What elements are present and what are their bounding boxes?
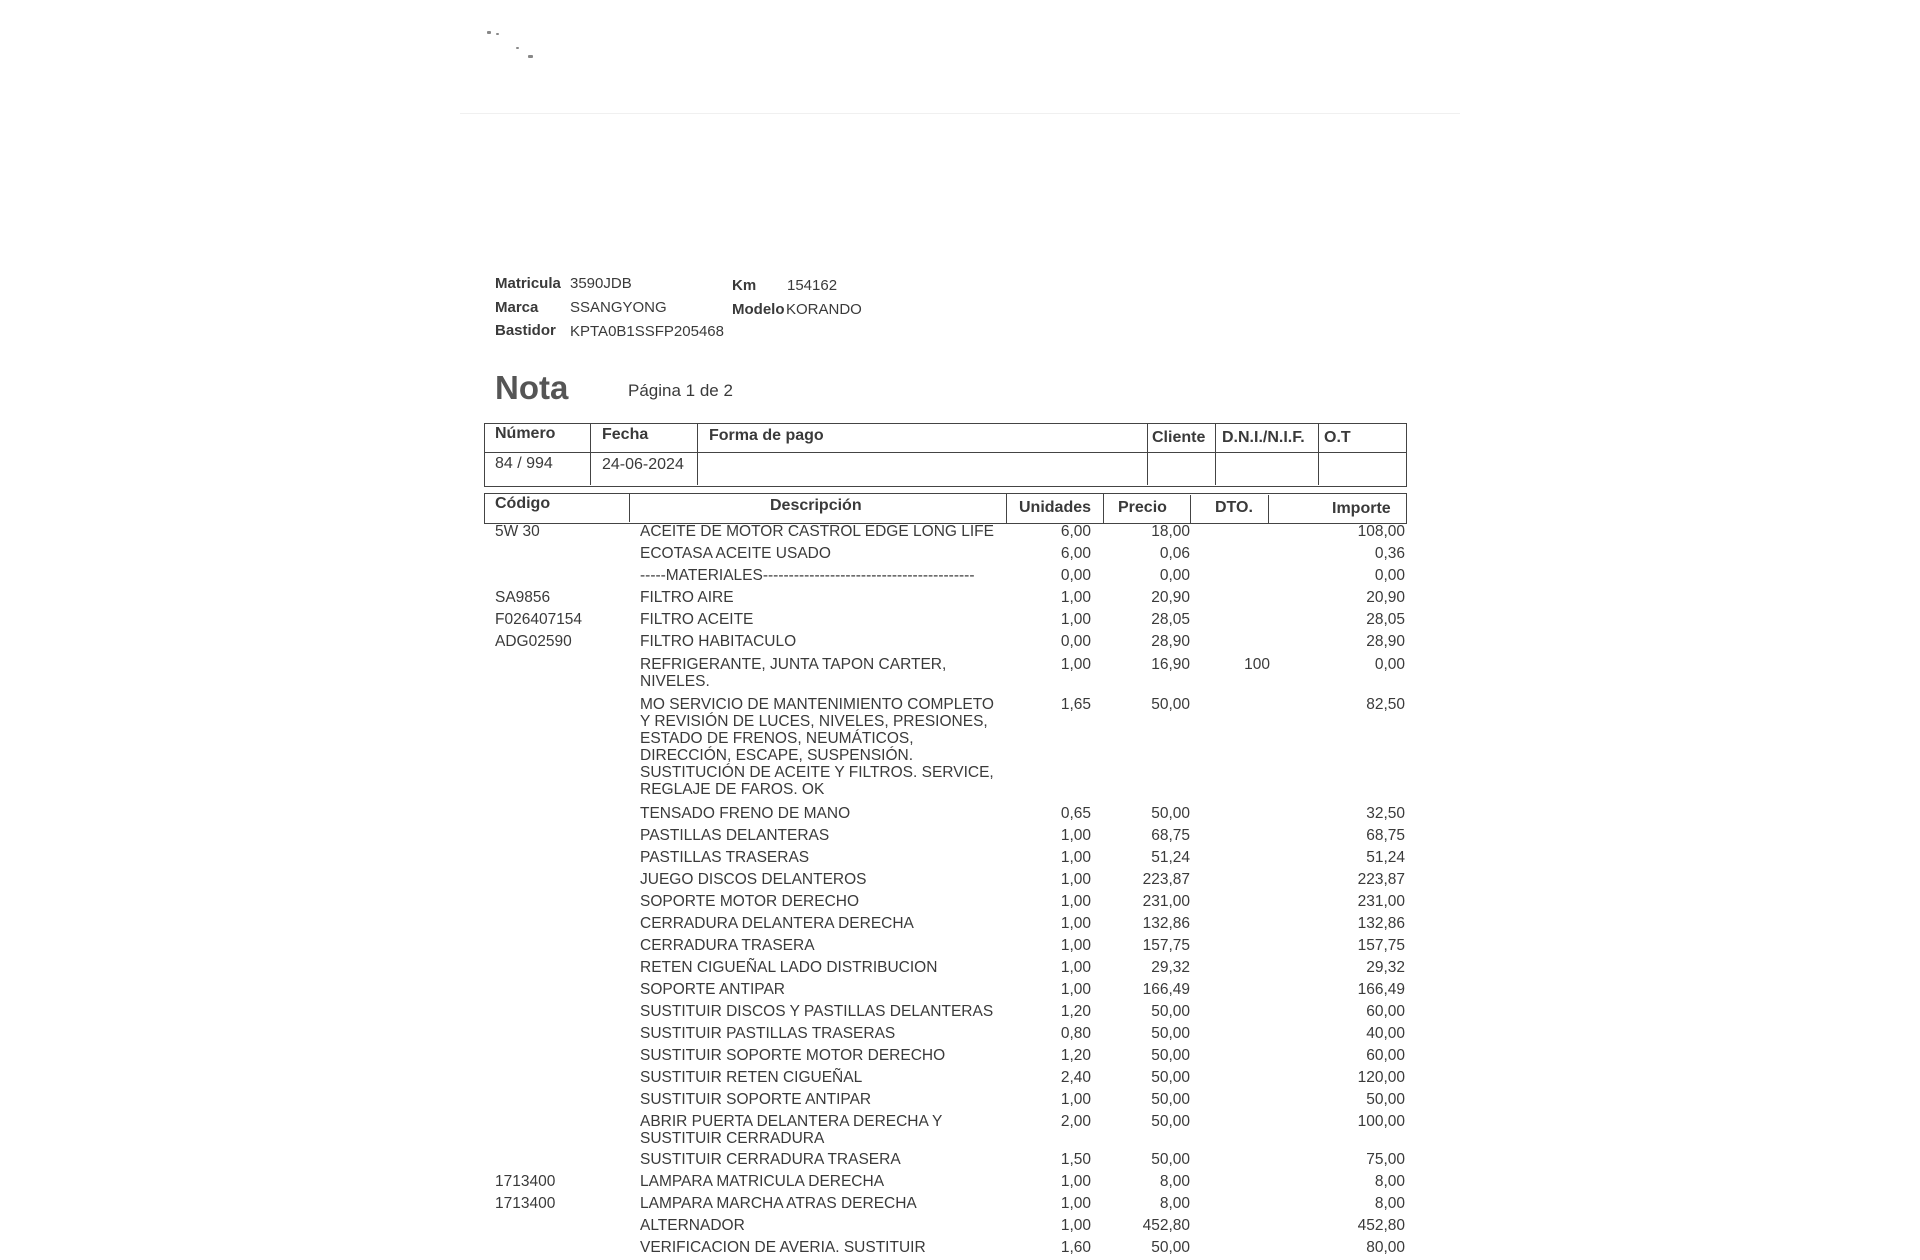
scan-speck [528, 55, 533, 58]
item-price: 8,00 [1159, 1173, 1190, 1190]
item-price: 166,49 [1142, 981, 1190, 998]
header-table-divider [484, 452, 1407, 453]
item-description: SUSTITUIR SOPORTE MOTOR DERECHO [640, 1047, 946, 1064]
item-units: 1,00 [1060, 893, 1091, 910]
item-units: 2,00 [1060, 1113, 1091, 1130]
matricula-value: 3590JDB [570, 275, 632, 292]
item-price: 50,00 [1151, 1003, 1190, 1020]
item-amount: 231,00 [1357, 893, 1405, 910]
item-price: 157,75 [1142, 937, 1190, 954]
item-units: 1,00 [1060, 981, 1091, 998]
item-price: 50,00 [1151, 1239, 1190, 1256]
km-value: 154162 [787, 277, 838, 294]
item-amount: 452,80 [1357, 1217, 1405, 1234]
item-amount: 32,50 [1366, 805, 1405, 822]
item-amount: 80,00 [1366, 1239, 1405, 1256]
item-description: FILTRO HABITACULO [640, 633, 797, 650]
item-price: 29,32 [1151, 959, 1190, 976]
item-units: 0,00 [1060, 567, 1091, 584]
item-units: 1,00 [1060, 589, 1091, 606]
item-price: 50,00 [1151, 1069, 1190, 1086]
item-amount: 60,00 [1366, 1003, 1405, 1020]
item-amount: 0,00 [1374, 567, 1405, 584]
item-units: 1,00 [1060, 1091, 1091, 1108]
numero-header: Número [495, 425, 556, 442]
item-description: SOPORTE MOTOR DERECHO [640, 893, 860, 910]
cliente-header: Cliente [1152, 429, 1206, 446]
item-description: JUEGO DISCOS DELANTEROS [640, 871, 867, 888]
item-price: 452,80 [1142, 1217, 1190, 1234]
item-amount: 60,00 [1366, 1047, 1405, 1064]
item-description: PASTILLAS DELANTERAS [640, 827, 830, 844]
item-price: 20,90 [1151, 589, 1190, 606]
item-price: 231,00 [1142, 893, 1190, 910]
item-amount: 132,86 [1357, 915, 1405, 932]
item-units: 1,00 [1060, 1217, 1091, 1234]
modelo-value: KORANDO [786, 301, 862, 318]
item-units: 0,00 [1060, 633, 1091, 650]
item-price: 28,90 [1151, 633, 1190, 650]
item-price: 50,00 [1151, 1091, 1190, 1108]
item-description: ECOTASA ACEITE USADO [640, 545, 831, 562]
item-description: FILTRO ACEITE [640, 611, 754, 628]
item-price: 223,87 [1142, 871, 1190, 888]
header-col-sep [1147, 423, 1148, 485]
items-col-sep [629, 493, 630, 522]
item-code: 1713400 [495, 1195, 556, 1212]
importe-header: Importe [1332, 500, 1391, 517]
item-description: SOPORTE ANTIPAR [640, 981, 785, 998]
item-units: 1,00 [1060, 1173, 1091, 1190]
item-price: 50,00 [1151, 1113, 1190, 1130]
scan-speck [496, 33, 499, 35]
item-units: 2,40 [1060, 1069, 1091, 1086]
dto-header: DTO. [1215, 499, 1253, 516]
item-price: 0,00 [1159, 567, 1190, 584]
item-description: TENSADO FRENO DE MANO [640, 805, 851, 822]
item-amount: 108,00 [1357, 523, 1405, 540]
item-units: 1,65 [1060, 696, 1091, 713]
items-col-sep [1006, 494, 1007, 523]
scan-speck [516, 47, 519, 49]
item-amount: 50,00 [1366, 1091, 1405, 1108]
item-description: -----MATERIALES----------------------------------------- [640, 567, 975, 584]
marca-value: SSANGYONG [570, 299, 667, 316]
item-description: SUSTITUIR DISCOS Y PASTILLAS DELANTERAS [640, 1003, 994, 1020]
item-amount: 28,05 [1366, 611, 1405, 628]
item-amount: 223,87 [1357, 871, 1405, 888]
item-units: 1,00 [1060, 827, 1091, 844]
document-title: Nota [495, 369, 569, 406]
item-description: SUSTITUIR CERRADURA TRASERA [640, 1151, 901, 1168]
header-col-sep [1215, 423, 1216, 485]
item-amount: 28,90 [1366, 633, 1405, 650]
item-amount: 157,75 [1357, 937, 1405, 954]
item-description: ABRIR PUERTA DELANTERA DERECHA Y SUSTITUIR CERRADURA [640, 1113, 943, 1147]
item-code: ADG02590 [495, 633, 572, 650]
item-description: CERRADURA DELANTERA DERECHA [640, 915, 914, 932]
item-price: 50,00 [1151, 1047, 1190, 1064]
item-description: SUSTITUIR RETEN CIGUEÑAL [640, 1069, 863, 1086]
item-price: 68,75 [1151, 827, 1190, 844]
item-description: SUSTITUIR PASTILLAS TRASERAS [640, 1025, 896, 1042]
item-description: PASTILLAS TRASERAS [640, 849, 810, 866]
items-col-sep [1268, 495, 1269, 524]
item-units: 1,20 [1060, 1047, 1091, 1064]
km-label: Km [732, 277, 757, 294]
header-col-sep [590, 423, 591, 485]
dni-header: D.N.I./N.I.F. [1222, 429, 1305, 446]
fecha-header: Fecha [602, 426, 649, 443]
items-col-sep [1103, 494, 1104, 523]
item-description: SUSTITUIR SOPORTE ANTIPAR [640, 1091, 872, 1108]
item-units: 1,00 [1060, 1195, 1091, 1212]
bastidor-value: KPTA0B1SSFP205468 [570, 323, 724, 340]
item-units: 1,20 [1060, 1003, 1091, 1020]
item-description: FILTRO AIRE [640, 589, 734, 606]
item-units: 1,00 [1060, 871, 1091, 888]
item-units: 6,00 [1060, 523, 1091, 540]
item-amount: 82,50 [1366, 696, 1405, 713]
marca-label: Marca [495, 299, 539, 316]
precio-header: Precio [1118, 499, 1167, 516]
item-amount: 0,00 [1374, 656, 1405, 673]
item-amount: 20,90 [1366, 589, 1405, 606]
bastidor-label: Bastidor [495, 322, 556, 339]
item-price: 50,00 [1151, 805, 1190, 822]
item-price: 50,00 [1151, 1025, 1190, 1042]
item-amount: 0,36 [1374, 545, 1405, 562]
item-units: 1,00 [1060, 656, 1091, 673]
item-amount: 100,00 [1357, 1113, 1405, 1130]
item-amount: 75,00 [1366, 1151, 1405, 1168]
header-col-sep [697, 423, 698, 485]
item-amount: 8,00 [1374, 1173, 1405, 1190]
codigo-header: Código [495, 495, 551, 512]
item-units: 1,00 [1060, 611, 1091, 628]
item-description: ALTERNADOR [640, 1217, 745, 1234]
item-description: RETEN CIGUEÑAL LADO DISTRIBUCION [640, 959, 938, 976]
item-description: ACEITE DE MOTOR CASTROL EDGE LONG LIFE [640, 523, 994, 540]
forma-pago-header: Forma de pago [709, 427, 824, 444]
scan-line [460, 113, 1460, 114]
item-units: 6,00 [1060, 545, 1091, 562]
items-col-sep [1190, 495, 1191, 524]
item-discount: 100 [1244, 656, 1270, 673]
numero-value: 84 / 994 [495, 455, 553, 472]
item-units: 1,00 [1060, 959, 1091, 976]
item-code: 5W 30 [495, 523, 540, 540]
item-units: 1,00 [1060, 849, 1091, 866]
item-description: MO SERVICIO DE MANTENIMIENTO COMPLETO Y REVISIÓN DE LUCES, NIVELES, PRESIONES, ESTADO DE FRENOS, NEUMÁTICOS, DIRECCIÓN, ESCAPE, SUSPENSIÓN. SUSTITUCIÓN DE ACEITE Y FILTROS. SERVICE, REGLAJE DE FAROS. OK [640, 696, 994, 798]
item-amount: 166,49 [1357, 981, 1405, 998]
item-price: 28,05 [1151, 611, 1190, 628]
item-amount: 120,00 [1357, 1069, 1405, 1086]
item-price: 51,24 [1151, 849, 1190, 866]
item-price: 50,00 [1151, 696, 1190, 713]
item-price: 132,86 [1142, 915, 1190, 932]
matricula-label: Matricula [495, 275, 561, 292]
item-code: F026407154 [495, 611, 583, 628]
item-units: 1,00 [1060, 915, 1091, 932]
item-amount: 29,32 [1366, 959, 1405, 976]
item-units: 1,50 [1060, 1151, 1091, 1168]
fecha-value: 24-06-2024 [602, 456, 684, 473]
scan-speck [487, 31, 491, 34]
item-description: LAMPARA MATRICULA DERECHA [640, 1173, 885, 1190]
item-code: SA9856 [495, 589, 551, 606]
item-units: 0,80 [1060, 1025, 1091, 1042]
item-units: 1,60 [1060, 1239, 1091, 1256]
item-price: 50,00 [1151, 1151, 1190, 1168]
page-info: Página 1 de 2 [628, 381, 733, 400]
item-amount: 68,75 [1366, 827, 1405, 844]
unidades-header: Unidades [1019, 499, 1092, 516]
modelo-label: Modelo [732, 301, 785, 318]
item-units: 0,65 [1060, 805, 1091, 822]
item-price: 18,00 [1151, 523, 1190, 540]
item-amount: 40,00 [1366, 1025, 1405, 1042]
item-amount: 51,24 [1366, 849, 1405, 866]
item-code: 1713400 [495, 1173, 556, 1190]
descripcion-header: Descripción [770, 497, 862, 514]
ot-header: O.T [1324, 429, 1351, 446]
item-units: 1,00 [1060, 937, 1091, 954]
item-description: CERRADURA TRASERA [640, 937, 815, 954]
item-description: LAMPARA MARCHA ATRAS DERECHA [640, 1195, 917, 1212]
item-price: 16,90 [1151, 656, 1190, 673]
item-price: 0,06 [1159, 545, 1190, 562]
item-description: VERIFICACION DE AVERIA. SUSTITUIR [640, 1239, 926, 1256]
item-amount: 8,00 [1374, 1195, 1405, 1212]
header-col-sep [1318, 423, 1319, 485]
item-price: 8,00 [1159, 1195, 1190, 1212]
item-description: REFRIGERANTE, JUNTA TAPON CARTER, NIVELES. [640, 656, 947, 690]
